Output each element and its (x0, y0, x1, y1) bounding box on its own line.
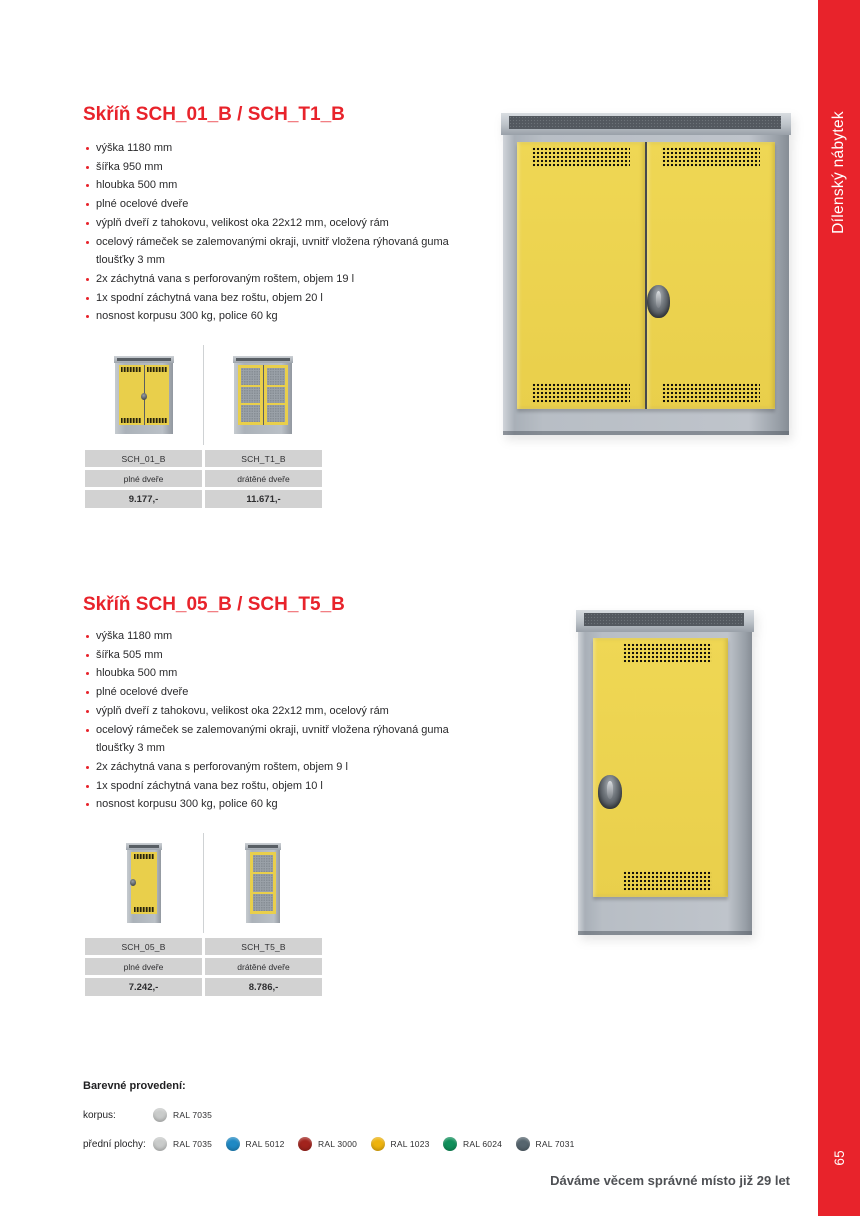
spec-list-sch05 (83, 627, 481, 814)
thumb-cabinet-mesh-double (234, 356, 292, 434)
spec-item: 1x spodní záchytná vana bez roštu, objem 10 l (83, 777, 481, 796)
door-type: drátěné dveře (205, 958, 322, 975)
ventilation-grille (662, 147, 759, 167)
cabinet-body (115, 363, 173, 434)
door-type: plné dveře (85, 958, 202, 975)
spec-item: výplň dveří z tahokovu, velikost oka 22x12 mm, ocelový rám (83, 702, 481, 721)
table-code-row (85, 450, 322, 467)
cabinet-door (145, 365, 170, 425)
table-price-row (85, 978, 322, 996)
spec-item: nosnost korpusu 300 kg, police 60 kg (83, 307, 481, 326)
cabinet-top (233, 356, 293, 363)
product-code: SCH_01_B (85, 450, 202, 467)
product-price: 8.786,- (205, 978, 322, 996)
product-code: SCH_T5_B (205, 938, 322, 955)
table-code-row (85, 938, 322, 955)
cabinet-top-grille (248, 845, 278, 849)
spec-item: 1x spodní záchytná vana bez roštu, objem 20 l (83, 289, 481, 308)
product-thumb-sch01b (85, 345, 203, 445)
cabinet-top (576, 610, 754, 632)
table-doortype-row (85, 958, 322, 975)
table-doortype-row (85, 470, 322, 487)
section-title-sch01: Skříň SCH_01_B / SCH_T1_B (83, 104, 345, 125)
cabinet-doors (238, 365, 288, 425)
product-thumb-sch05b (85, 833, 203, 933)
ral-code: RAL 7035 (173, 1139, 213, 1149)
legend-label: přední plochy: (83, 1138, 146, 1150)
ventilation-grille (623, 871, 712, 891)
ventilation-grille (121, 367, 141, 372)
color-swatch (516, 1137, 530, 1151)
table-image-row (85, 833, 322, 933)
spec-list-sch01 (83, 139, 481, 326)
product-thumb-scht1b (204, 345, 322, 445)
spec-item: šířka 950 mm (83, 158, 481, 177)
cabinet-door (119, 365, 144, 425)
color-swatch (153, 1137, 167, 1151)
product-code: SCH_05_B (85, 938, 202, 955)
ventilation-grille (147, 418, 167, 423)
cabinet-door-right (647, 142, 775, 409)
cabinet-top (245, 843, 281, 850)
cabinet-body (578, 632, 752, 935)
product-price: 11.671,- (205, 490, 322, 508)
cabinet-door (264, 365, 289, 425)
cabinet-top-grille (236, 358, 290, 362)
product-price: 9.177,- (85, 490, 202, 508)
ventilation-grille (134, 907, 155, 912)
section-title-sch05: Skříň SCH_05_B / SCH_T5_B (83, 594, 345, 615)
color-swatch-item (443, 1137, 516, 1151)
cabinet-doors (517, 142, 775, 409)
ral-code: RAL 6024 (463, 1139, 503, 1149)
cabinet-top-grille (509, 116, 781, 129)
door-type: drátěné dveře (205, 470, 322, 487)
cabinet-top (501, 113, 791, 135)
price-table-sch05 (85, 833, 322, 996)
color-swatch (298, 1137, 312, 1151)
color-swatch-item (153, 1137, 226, 1151)
table-price-row (85, 490, 322, 508)
door-type: plné dveře (85, 470, 202, 487)
cabinet-top-grille (584, 613, 744, 626)
spec-item: nosnost korpusu 300 kg, police 60 kg (83, 795, 481, 814)
color-swatch-item (298, 1137, 371, 1151)
spec-item: plné ocelové dveře (83, 195, 481, 214)
price-table-sch01 (85, 345, 322, 508)
cabinet-handle (598, 775, 622, 809)
thumb-cabinet-mesh-single (246, 843, 280, 923)
cabinet-door (593, 638, 728, 897)
mesh-panel (253, 855, 273, 872)
ventilation-grille (121, 418, 141, 423)
ventilation-grille (662, 383, 759, 403)
ventilation-grille (532, 147, 629, 167)
mesh-panel (253, 874, 273, 891)
color-swatch (226, 1137, 240, 1151)
product-thumb-scht5b (204, 833, 322, 933)
cabinet-door (238, 365, 263, 425)
mesh-panel (267, 387, 286, 404)
ral-code: RAL 3000 (318, 1139, 358, 1149)
color-swatch-item (153, 1108, 226, 1122)
color-swatch-item (226, 1137, 299, 1151)
thumb-cabinet-solid-single (127, 843, 161, 923)
cabinet-body (246, 850, 280, 923)
cabinet-body (127, 850, 161, 923)
ral-code: RAL 1023 (390, 1139, 430, 1149)
cabinet-handle (141, 393, 147, 400)
cabinet-top-grille (129, 845, 159, 849)
spec-item: plné ocelové dveře (83, 683, 481, 702)
cabinet-photo-sch05b (578, 610, 752, 935)
spec-item: 2x záchytná vana s perforovaným roštem, objem 19 l (83, 270, 481, 289)
cabinet-doors (593, 638, 728, 897)
product-price: 7.242,- (85, 978, 202, 996)
color-swatch (153, 1108, 167, 1122)
cabinet-handle (647, 285, 670, 318)
spec-item: hloubka 500 mm (83, 664, 481, 683)
color-swatch (371, 1137, 385, 1151)
table-image-row (85, 345, 322, 445)
thumb-cabinet-solid-double (115, 356, 173, 434)
cabinet-top-grille (117, 358, 171, 362)
mesh-panel (267, 405, 286, 422)
ventilation-grille (134, 854, 155, 859)
mesh-panel (267, 368, 286, 385)
ral-code: RAL 5012 (245, 1139, 285, 1149)
mesh-panel (241, 387, 260, 404)
spec-item: výška 1180 mm (83, 139, 481, 158)
cabinet-top (114, 356, 174, 363)
cabinet-doors (250, 852, 276, 914)
ventilation-grille (147, 367, 167, 372)
product-code: SCH_T1_B (205, 450, 322, 467)
cabinet-door (250, 852, 276, 914)
cabinet-photo-sch01b (503, 113, 789, 435)
ral-code: RAL 7035 (173, 1110, 213, 1120)
cabinet-door-left (517, 142, 645, 409)
footer-tagline: Dáváme věcem správné místo již 29 let (550, 1173, 790, 1188)
spec-item: 2x záchytná vana s perforovaným roštem, objem 9 l (83, 758, 481, 777)
spec-item: šířka 505 mm (83, 646, 481, 665)
spec-item: ocelový rámeček se zalemovanými okraji, uvnitř vložena rýhovaná guma tloušťky 3 mm (83, 233, 481, 270)
ventilation-grille (623, 643, 712, 663)
color-swatch-item (371, 1137, 444, 1151)
mesh-panel (241, 368, 260, 385)
color-swatch-item (516, 1137, 589, 1151)
category-tab-label: Dílenský nábytek (830, 110, 847, 234)
spec-item: výška 1180 mm (83, 627, 481, 646)
color-swatch (443, 1137, 457, 1151)
ventilation-grille (532, 383, 629, 403)
color-legend-heading: Barevné provedení: (83, 1080, 186, 1092)
ral-code: RAL 7031 (535, 1139, 575, 1149)
color-legend-row-front (83, 1135, 588, 1153)
side-tab-bar (818, 0, 860, 1216)
spec-item: hloubka 500 mm (83, 176, 481, 195)
mesh-panel (253, 894, 273, 911)
color-legend-row-korpus (83, 1106, 226, 1124)
page-number: 65 (831, 1150, 847, 1166)
spec-item: ocelový rámeček se zalemovanými okraji, uvnitř vložena rýhovaná guma tloušťky 3 mm (83, 721, 481, 758)
cabinet-top (126, 843, 162, 850)
cabinet-body (503, 135, 789, 435)
mesh-panel (241, 405, 260, 422)
legend-label: korpus: (83, 1109, 116, 1121)
spec-item: výplň dveří z tahokovu, velikost oka 22x12 mm, ocelový rám (83, 214, 481, 233)
cabinet-body (234, 363, 292, 434)
